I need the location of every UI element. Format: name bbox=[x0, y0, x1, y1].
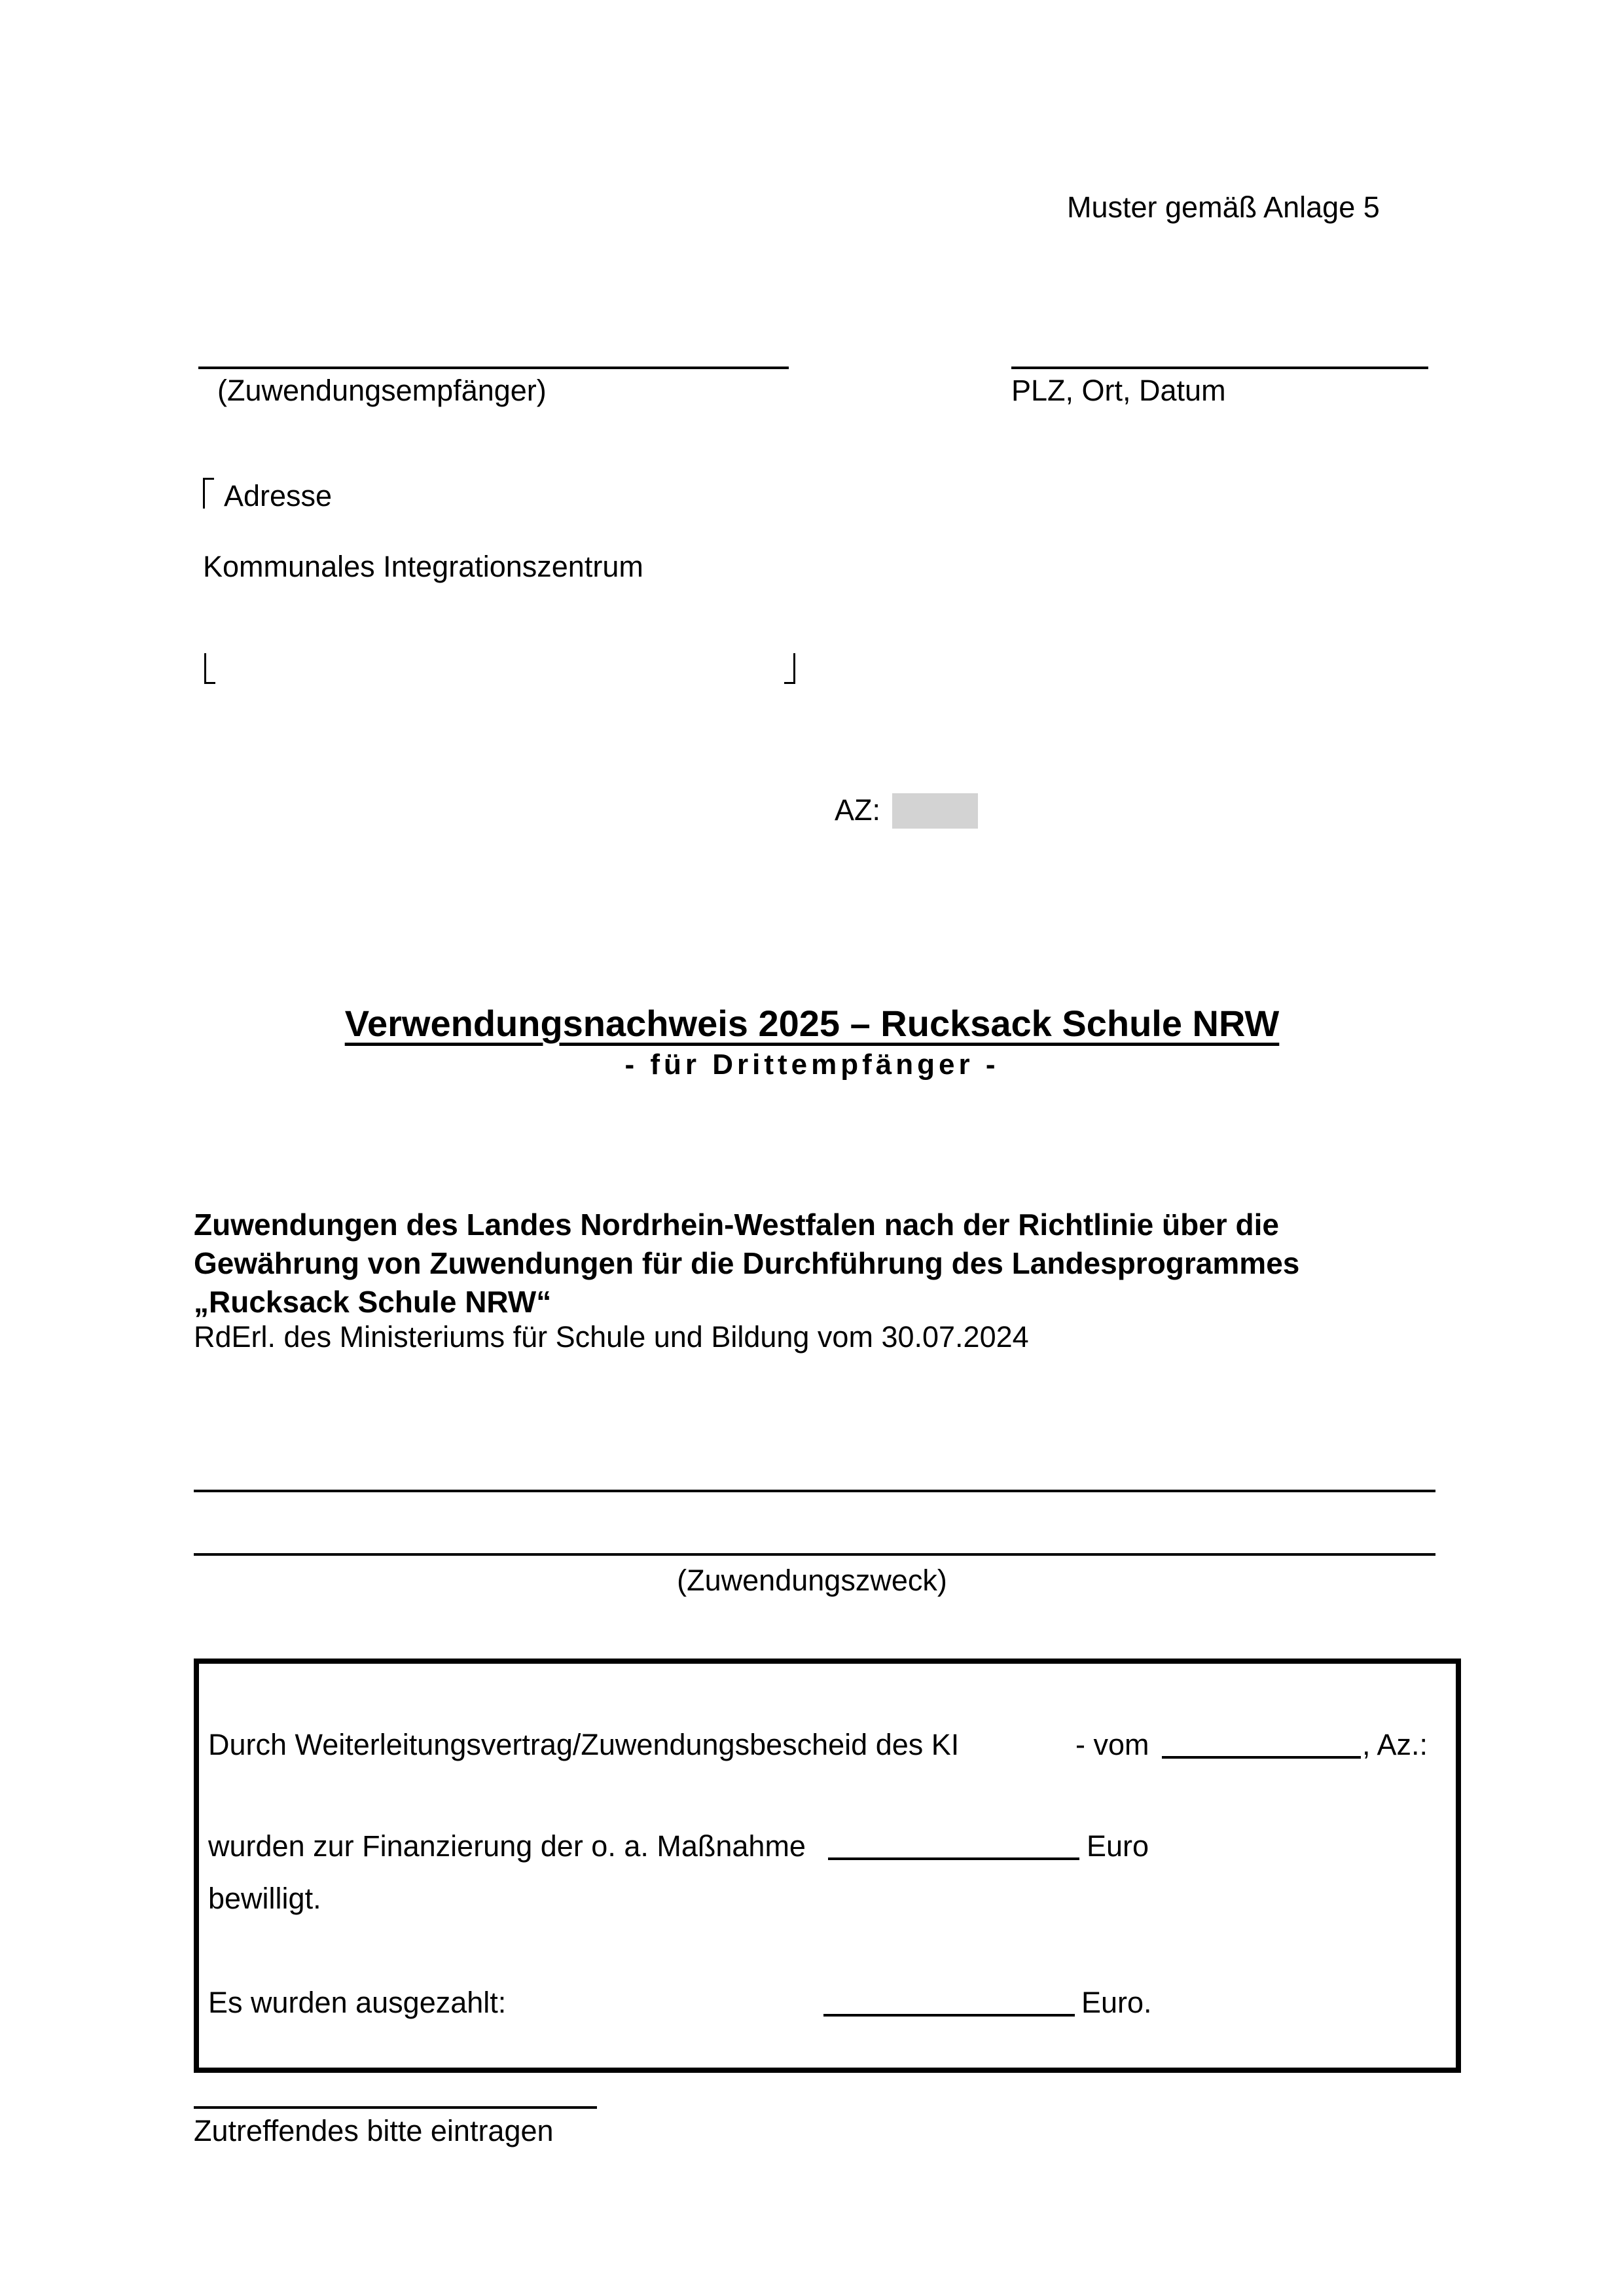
reference-input[interactable] bbox=[892, 793, 978, 829]
footnote-text: Zutreffendes bitte eintragen bbox=[194, 2114, 554, 2147]
recipient-line[interactable] bbox=[198, 367, 789, 369]
grant-row1-text: Durch Weiterleitungsvertrag/Zuwendungsbescheid des KI bbox=[208, 1728, 960, 1761]
document-subtitle: - für Drittempfänger - bbox=[624, 1049, 1000, 1081]
purpose-line-2[interactable] bbox=[194, 1553, 1435, 1556]
grant-row3-text: bewilligt. bbox=[208, 1882, 321, 1915]
template-note: Muster gemäß Anlage 5 bbox=[1067, 190, 1380, 224]
purpose-line-1[interactable] bbox=[194, 1490, 1435, 1492]
grant-row2-currency: Euro bbox=[1087, 1829, 1149, 1863]
document-title: Verwendungsnachweis 2025 – Rucksack Schule NRW bbox=[344, 1003, 1280, 1044]
purpose-label: (Zuwendungszweck) bbox=[677, 1564, 947, 1597]
grant-date-line[interactable] bbox=[1162, 1756, 1361, 1759]
intro-line-1: Zuwendungen des Landes Nordrhein-Westfalen nach der Richtlinie über die bbox=[194, 1208, 1279, 1242]
grant-row4-currency: Euro. bbox=[1081, 1986, 1152, 2019]
place-date-line[interactable] bbox=[1011, 367, 1428, 369]
grant-row2-text: wurden zur Finanzierung der o. a. Maßnahme bbox=[208, 1829, 806, 1863]
address-bracket-bottom-left-icon bbox=[204, 653, 215, 684]
intro-line-3: „Rucksack Schule NRW“ bbox=[194, 1285, 552, 1319]
granted-amount-line[interactable] bbox=[828, 1857, 1079, 1860]
intro-line-2: Gewährung von Zuwendungen für die Durchführung des Landesprogrammes bbox=[194, 1246, 1300, 1280]
footnote-separator bbox=[194, 2106, 597, 2109]
grant-row1-date-prefix: - vom bbox=[1075, 1728, 1149, 1761]
place-date-label: PLZ, Ort, Datum bbox=[1011, 374, 1226, 407]
address-label: Adresse bbox=[224, 479, 333, 512]
grant-row1-az-suffix: , Az.: bbox=[1362, 1728, 1428, 1761]
address-bracket-top-left-icon bbox=[203, 478, 214, 509]
decree-reference: RdErl. des Ministeriums für Schule und Bildung vom 30.07.2024 bbox=[194, 1320, 1029, 1354]
reference-label: AZ: bbox=[835, 793, 881, 827]
grant-row4-text: Es wurden ausgezahlt: bbox=[208, 1986, 507, 2019]
address-bracket-bottom-right-icon bbox=[784, 653, 795, 684]
recipient-label: (Zuwendungsempfänger) bbox=[217, 374, 547, 407]
address-organization: Kommunales Integrationszentrum bbox=[203, 550, 643, 583]
paid-amount-line[interactable] bbox=[823, 2014, 1075, 2017]
